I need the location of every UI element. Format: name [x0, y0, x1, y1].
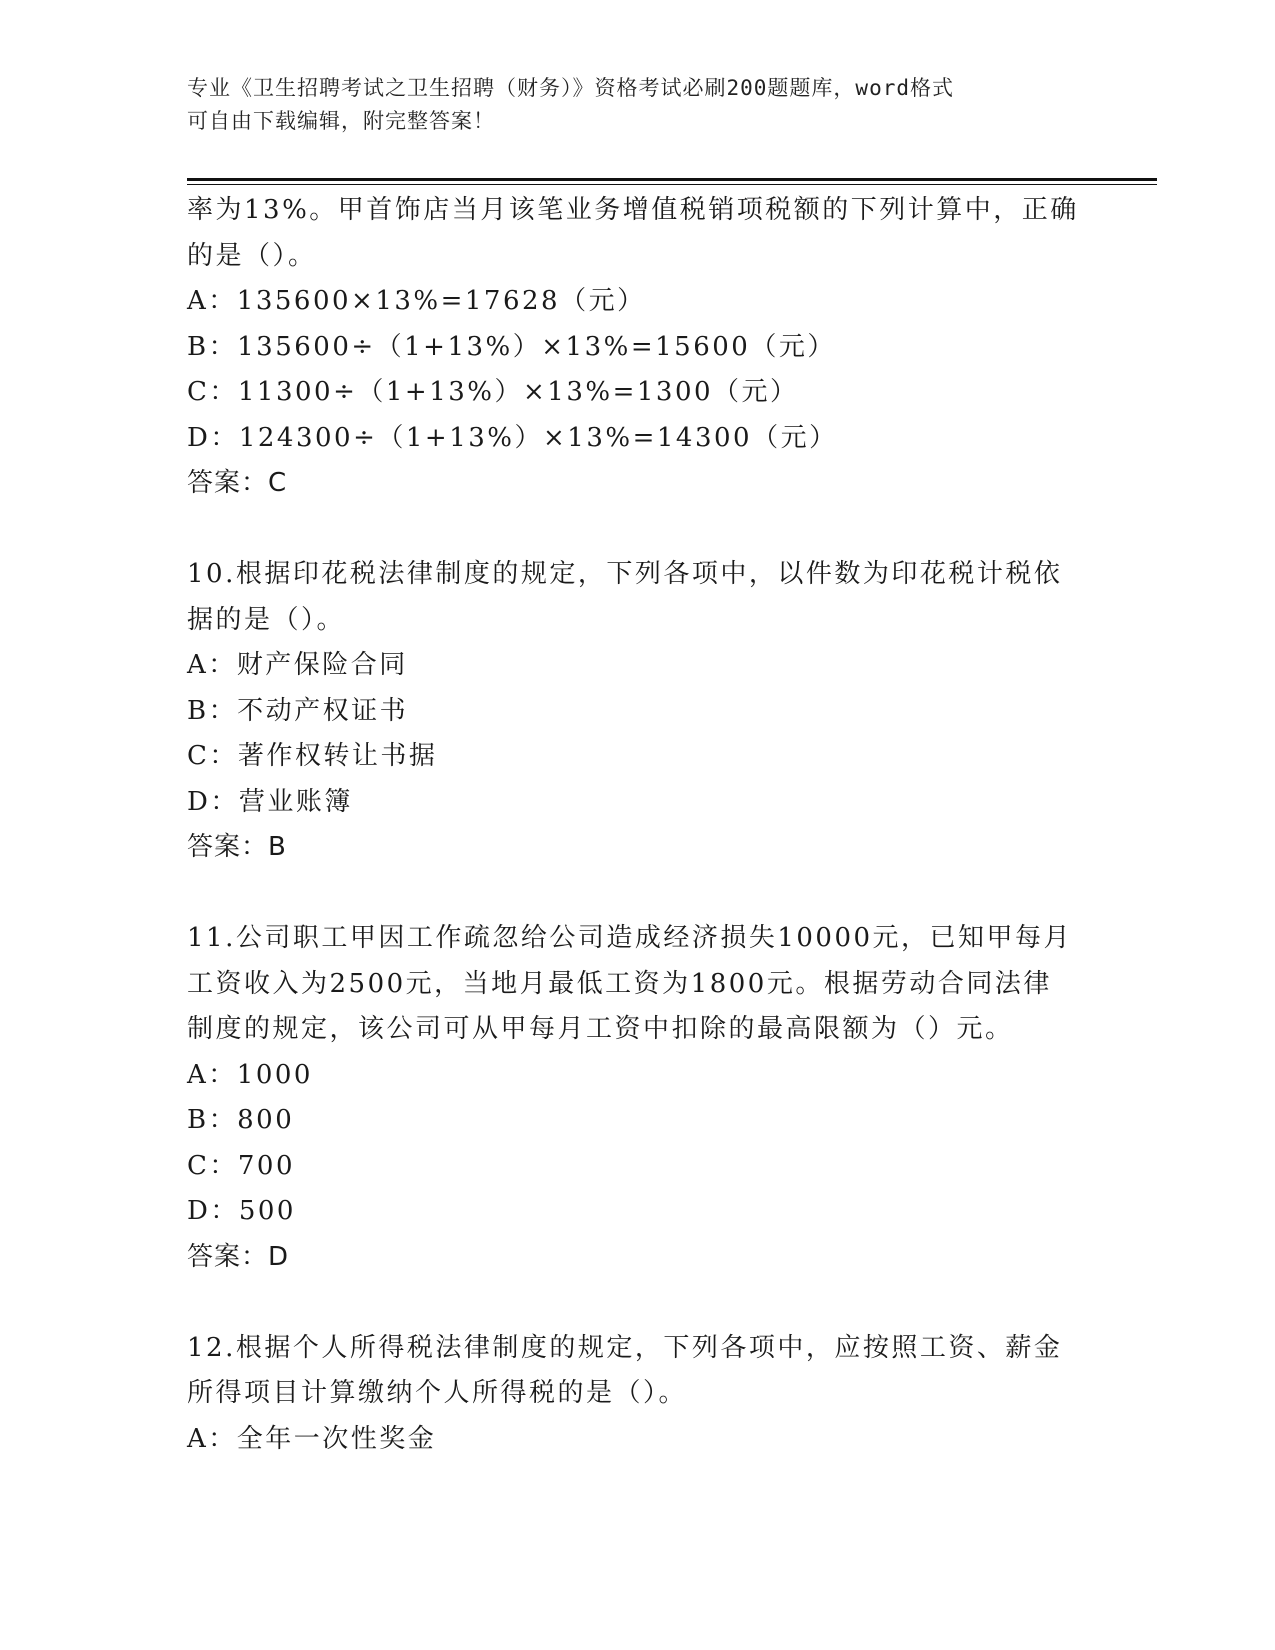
option-a: A：135600×13%=17628（元） — [187, 286, 646, 316]
question-11 — [187, 916, 1087, 1280]
question-9 — [187, 188, 1087, 507]
question-10 — [187, 552, 1087, 871]
question-text: 率为13%。甲首饰店当月该笔业务增值税销项税额的下列计算中，正确 — [187, 195, 1079, 225]
spacer — [187, 871, 1087, 917]
question-text: 工资收入为2500元，当地月最低工资为1800元。根据劳动合同法律 — [187, 968, 1052, 999]
question-text: 据的是（）。 — [187, 604, 346, 635]
option-d: D：营业账簿 — [187, 786, 353, 817]
option-b: B：800 — [187, 1105, 295, 1135]
document-header — [187, 72, 1087, 138]
option-d: D：500 — [187, 1196, 296, 1226]
option-c: C：著作权转让书据 — [187, 741, 438, 771]
option-a: A：财产保险合同 — [187, 650, 408, 680]
question-12 — [187, 1326, 1087, 1463]
question-text: 11.公司职工甲因工作疏忽给公司造成经济损失10000元，已知甲每月 — [187, 923, 1073, 953]
spacer — [187, 1280, 1087, 1326]
header-line-1: 专业《卫生招聘考试之卫生招聘（财务）》资格考试必刷200题题库，word格式 — [187, 76, 954, 100]
header-divider-thick — [187, 178, 1157, 181]
option-d: D：124300÷（1+13%）×13%=14300（元） — [187, 422, 838, 453]
option-b: B：135600÷（1+13%）×13%=15600（元） — [187, 331, 836, 362]
question-text: 制度的规定，该公司可从甲每月工资中扣除的最高限额为（）元。 — [187, 1014, 1014, 1044]
option-b: B：不动产权证书 — [187, 695, 409, 726]
header-line-2: 可自由下载编辑，附完整答案！ — [187, 109, 495, 133]
spacer — [187, 507, 1087, 553]
question-content — [187, 188, 1087, 1462]
option-a: A：全年一次性奖金 — [187, 1423, 437, 1454]
question-text: 的是（）。 — [187, 240, 317, 271]
question-text: 12.根据个人所得税法律制度的规定，下列各项中，应按照工资、薪金 — [187, 1332, 1063, 1363]
answer: 答案：C — [187, 468, 288, 498]
answer: 答案：D — [187, 1241, 290, 1272]
question-text: 所得项目计算缴纳个人所得税的是（）。 — [187, 1378, 688, 1408]
option-c: C：11300÷（1+13%）×13%=1300（元） — [187, 377, 799, 407]
option-c: C：700 — [187, 1150, 296, 1181]
header-divider-thin — [187, 184, 1157, 185]
option-a: A：1000 — [187, 1059, 313, 1090]
answer: 答案：B — [187, 832, 287, 862]
question-text: 10.根据印花税法律制度的规定，下列各项中，以件数为印花税计税依 — [187, 559, 1063, 589]
